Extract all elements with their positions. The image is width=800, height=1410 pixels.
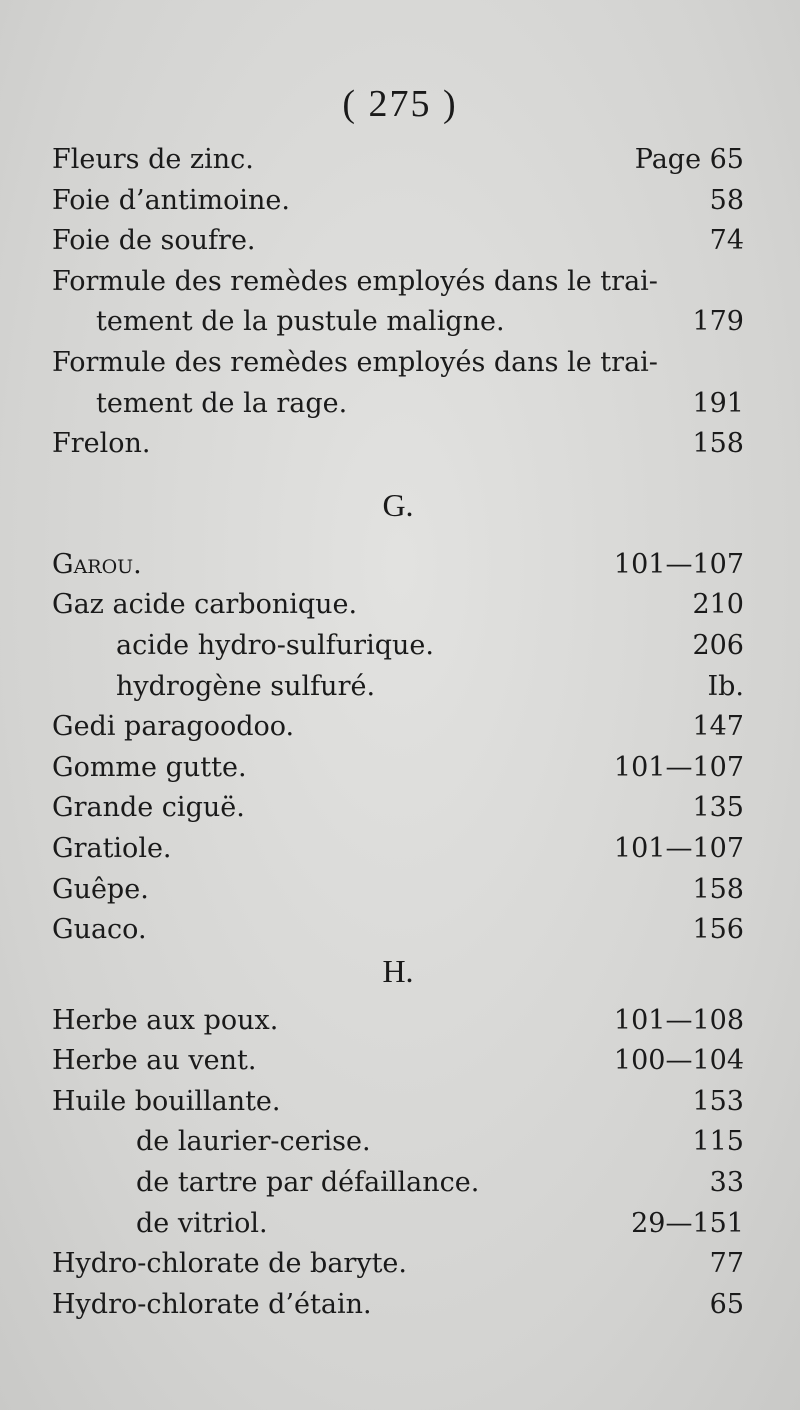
entry-page: 179	[692, 306, 744, 338]
index-entry	[52, 585, 744, 626]
entry-label: de tartre par défaillance.	[136, 1167, 480, 1199]
index-entry	[52, 221, 744, 262]
index-entry	[52, 626, 744, 667]
entry-label: de laurier-cerise.	[136, 1126, 371, 1158]
entry-page: 77	[709, 1248, 744, 1280]
entry-page: Page 65	[634, 144, 744, 175]
entry-page: 74	[709, 225, 744, 257]
entry-label: Herbe aux poux.	[52, 1004, 279, 1036]
index-entry	[52, 667, 744, 708]
entry-label: Foie d’antimoine.	[52, 184, 290, 216]
index-entry	[52, 788, 744, 829]
entry-label: Gedi paragoodoo.	[52, 711, 295, 743]
entry-label: Hydro-chlorate d’étain.	[52, 1288, 372, 1320]
index-entry	[52, 1204, 744, 1245]
entry-label: Gaz acide carbonique.	[52, 589, 358, 621]
entry-label: Foie de soufre.	[52, 225, 256, 257]
entry-label: Guêpe.	[52, 873, 149, 905]
entry-page: 100—104	[613, 1045, 744, 1077]
entry-page: 191	[692, 387, 744, 419]
entry-page: 135	[692, 792, 744, 824]
entry-label: Herbe au vent.	[52, 1045, 257, 1077]
index-entry	[52, 1001, 744, 1042]
entry-page: 115	[692, 1126, 744, 1158]
entry-label: Hydro-chlorate de baryte.	[52, 1248, 407, 1280]
index-entry	[52, 1041, 744, 1082]
index-entry	[52, 343, 744, 384]
entry-label: Grande ciguë.	[52, 792, 245, 824]
entry-page: 210	[692, 589, 744, 621]
entry-page: Ib.	[707, 670, 744, 702]
index-entry	[52, 262, 744, 303]
entry-page: 153	[692, 1085, 744, 1117]
entry-page: 101—107	[613, 548, 744, 580]
index-entry	[52, 1082, 744, 1123]
index-entry	[52, 1122, 744, 1163]
index-entry	[52, 829, 744, 870]
entry-label: hydrogène sulfuré.	[116, 670, 376, 702]
entry-label: Guaco.	[52, 914, 147, 946]
index-entry	[52, 707, 744, 748]
index-entry	[52, 748, 744, 789]
index-entry	[52, 181, 744, 222]
entry-label: Gratiole.	[52, 832, 172, 864]
index-list	[52, 140, 744, 1325]
section-heading: H.	[382, 952, 414, 989]
entry-label: tement de la rage.	[96, 387, 348, 419]
entry-page: 101—107	[613, 751, 744, 783]
page-number: ( 275 )	[342, 83, 458, 125]
index-entry	[52, 1163, 744, 1204]
entry-page: 206	[692, 629, 744, 661]
index-entry	[52, 545, 744, 586]
index-entry	[52, 870, 744, 911]
index-entry	[52, 1244, 744, 1285]
entry-page: 58	[709, 184, 744, 216]
entry-label: Garou.	[52, 548, 142, 580]
entry-label: Frelon.	[52, 428, 151, 460]
index-entry	[52, 1285, 744, 1326]
entry-label: tement de la pustule maligne.	[96, 306, 505, 338]
index-entry	[52, 910, 744, 951]
entry-label: Fleurs de zinc.	[52, 144, 254, 175]
entry-page: 65	[709, 1288, 744, 1320]
entry-page: 147	[692, 711, 744, 743]
entry-label: de vitriol.	[136, 1207, 268, 1239]
entry-label: Gomme gutte.	[52, 751, 247, 783]
entry-page: 101—107	[613, 832, 744, 864]
entry-page: 156	[692, 914, 744, 946]
entry-page: 158	[692, 428, 744, 460]
entry-label: Huile bouillante.	[52, 1085, 281, 1117]
entry-label: Formule des remèdes employés dans le trai-	[52, 265, 658, 297]
entry-label: Formule des remèdes employés dans le trai-	[52, 346, 658, 378]
index-entry	[52, 384, 744, 425]
entry-page: 158	[692, 873, 744, 905]
entry-page: 101—108	[613, 1004, 744, 1036]
index-entry	[52, 302, 744, 343]
index-entry	[52, 424, 744, 465]
entry-page: 33	[709, 1167, 744, 1199]
entry-label: acide hydro-sulfurique.	[116, 629, 434, 661]
index-entry	[52, 140, 744, 181]
section-heading: G.	[382, 486, 414, 523]
entry-page: 29—151	[631, 1207, 744, 1239]
